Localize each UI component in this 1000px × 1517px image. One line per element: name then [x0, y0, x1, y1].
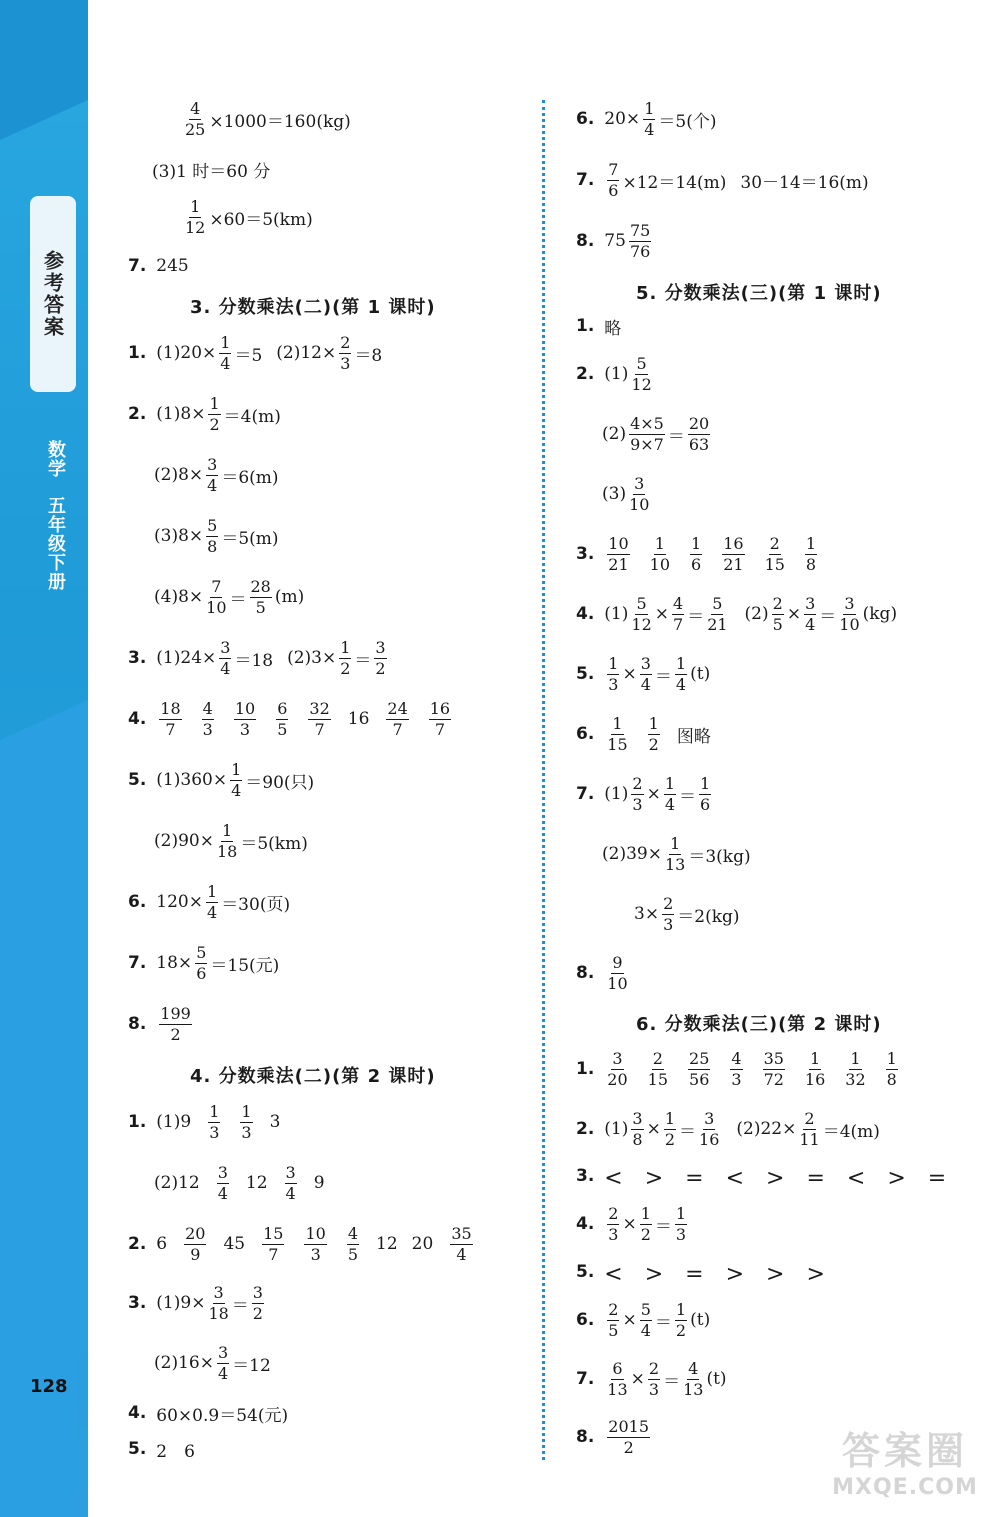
answer-line: 7. 245: [128, 256, 189, 276]
answer-line: 8. $\frac{2015}{2}$: [576, 1416, 650, 1457]
answer-line: 2. (1) $\frac{3}{8}$ × $\frac{1}{2}$ ＝ $\frac{3}{16}$ (2)22× $\frac{2}{11}$ ＝4(m): [576, 1108, 880, 1149]
answer-line: 8. $\frac{9}{10}$: [576, 952, 628, 993]
answer-line: 5. (1)360× $\frac{1}{4}$ ＝90(只): [128, 759, 315, 800]
answer-line: 8. $\frac{199}{2}$: [128, 1003, 191, 1044]
section-heading: 5. 分数乘法(三)(第 1 课时): [636, 283, 882, 304]
answer-line: 2. (1) $\frac{5}{12}$: [576, 353, 652, 394]
answer-line: 6. 20× $\frac{1}{4}$ ＝5(个): [576, 98, 717, 139]
answer-line: 7. $\frac{7}{6}$ ×12＝14(m) 30－14＝16(m): [576, 159, 869, 200]
section-heading: 4. 分数乘法(二)(第 2 课时): [190, 1066, 436, 1087]
answer-line: (3) $\frac{3}{10}$: [602, 473, 650, 514]
section-heading: 3. 分数乘法(二)(第 1 课时): [190, 297, 436, 318]
answer-line: 3. (1)24× $\frac{3}{4}$ ＝18 (2)3× $\frac{1}{2}$ ＝ $\frac{3}{2}$: [128, 637, 386, 678]
answer-line: (2) $\frac{4\times 5}{9\times 7}$ ＝ $\frac{20}{63}$: [602, 413, 710, 454]
answer-line: 8. 75 $\frac{75}{76}$: [576, 220, 651, 261]
answer-key-label: 参考答案: [40, 250, 65, 338]
subject-label: [38, 440, 68, 591]
watermark: [820, 1420, 990, 1510]
watermark-logo: 答案圈: [841, 1429, 968, 1473]
answer-line: 2. 6 $\frac{20}{9}$ 45 $\frac{15}{7}$ $\frac{10}{3}$ $\frac{4}{5}$ 12 20 $\frac{35}{4}$: [128, 1223, 472, 1264]
answer-line: 4. (1) $\frac{5}{12}$ × $\frac{4}{7}$ ＝ $\frac{5}{21}$ (2) $\frac{2}{5}$ × $\frac{3}{4}$ ＝ $\frac{3}{10}$ (kg): [576, 593, 898, 634]
answer-line: 6. 120× $\frac{1}{4}$ ＝30(页): [128, 881, 291, 922]
answer-line: $\frac{4}{25}$ ×1000＝160(kg): [185, 98, 351, 139]
column-divider: [542, 100, 545, 1460]
answer-line: 7. 18× $\frac{5}{6}$ ＝15(元): [128, 942, 280, 983]
answer-line: 7. $\frac{6}{13}$ × $\frac{2}{3}$ ＝ $\frac{4}{13}$ (t): [576, 1358, 727, 1399]
section-heading: 6. 分数乘法(三)(第 2 课时): [636, 1014, 882, 1035]
grade-text: 五年级下册: [45, 496, 66, 591]
answer-line: 1. (1)9 $\frac{1}{3}$ $\frac{1}{3}$ 3: [128, 1101, 281, 1142]
answer-line: 1. (1)20× $\frac{1}{4}$ ＝5 (2)12× $\frac{2}{3}$ ＝8: [128, 332, 383, 373]
answer-line: (2)12 $\frac{3}{4}$ 12 $\frac{3}{4}$ 9: [154, 1162, 325, 1203]
answer-line: 4. $\frac{18}{7}$ $\frac{4}{3}$ $\frac{10}{3}$ $\frac{6}{5}$ $\frac{32}{7}$ 16 $\frac{24}{7}$ $\frac{16}{7}$: [128, 698, 451, 739]
answer-line: 4. 60×0.9＝54(元): [128, 1403, 289, 1426]
answer-line: 6. $\frac{2}{5}$ × $\frac{5}{4}$ ＝ $\frac{1}{2}$ (t): [576, 1299, 711, 1340]
answer-line: 3. < > = < > = < > =: [576, 1165, 947, 1191]
answer-line: (2)39× $\frac{1}{13}$ ＝3(kg): [602, 833, 751, 874]
page-number: 128: [30, 1376, 68, 1397]
answer-line: 3. (1)9× $\frac{3}{18}$ ＝ $\frac{3}{2}$: [128, 1282, 263, 1323]
answer-line: (2)16× $\frac{3}{4}$ ＝12: [154, 1342, 271, 1383]
answer-line: 2. (1)8× $\frac{1}{2}$ ＝4(m): [128, 393, 281, 434]
answer-line: (3)1 时＝60 分: [152, 161, 271, 182]
answer-key-tab: [30, 196, 76, 392]
answer-line: 1. 略: [576, 316, 622, 339]
answer-line: 7. (1) $\frac{2}{3}$ × $\frac{1}{4}$ ＝ $\frac{1}{6}$: [576, 773, 711, 814]
answer-line: 5. $\frac{1}{3}$ × $\frac{3}{4}$ ＝ $\frac{1}{4}$ (t): [576, 653, 711, 694]
answer-line: 6. $\frac{1}{15}$ $\frac{1}{2}$ 图略: [576, 713, 711, 754]
answer-line: 4. $\frac{2}{3}$ × $\frac{1}{2}$ ＝ $\frac{1}{3}$: [576, 1203, 687, 1244]
answer-line: (2)8× $\frac{3}{4}$ ＝6(m): [154, 454, 279, 495]
subject-text: 数学: [45, 440, 66, 478]
answer-line: (3)8× $\frac{5}{8}$ ＝5(m): [154, 515, 279, 556]
answer-line: 3× $\frac{2}{3}$ ＝2(kg): [634, 893, 740, 934]
answer-line: 5. < > = > > >: [576, 1261, 825, 1287]
watermark-site: MXQE.COM: [832, 1475, 978, 1500]
answer-line: 5. 2 6: [128, 1439, 195, 1462]
answer-line: (4)8× $\frac{7}{10}$ ＝ $\frac{28}{5}$ (m): [154, 576, 305, 617]
answer-line: 3. $\frac{10}{21}$ $\frac{1}{10}$ $\frac{1}{6}$ $\frac{16}{21}$ $\frac{2}{15}$ $\frac{1}{8}$: [576, 533, 817, 574]
answer-line: 1. $\frac{3}{20}$ $\frac{2}{15}$ $\frac{25}{56}$ $\frac{4}{3}$ $\frac{35}{72}$ $\frac{1}{16}$ $\frac{1}{32}$ $\frac{1}{8}$: [576, 1048, 897, 1089]
answer-line: $\frac{1}{12}$ ×60＝5(km): [185, 196, 313, 237]
answer-line: (2)90× $\frac{1}{18}$ ＝5(km): [154, 820, 308, 861]
